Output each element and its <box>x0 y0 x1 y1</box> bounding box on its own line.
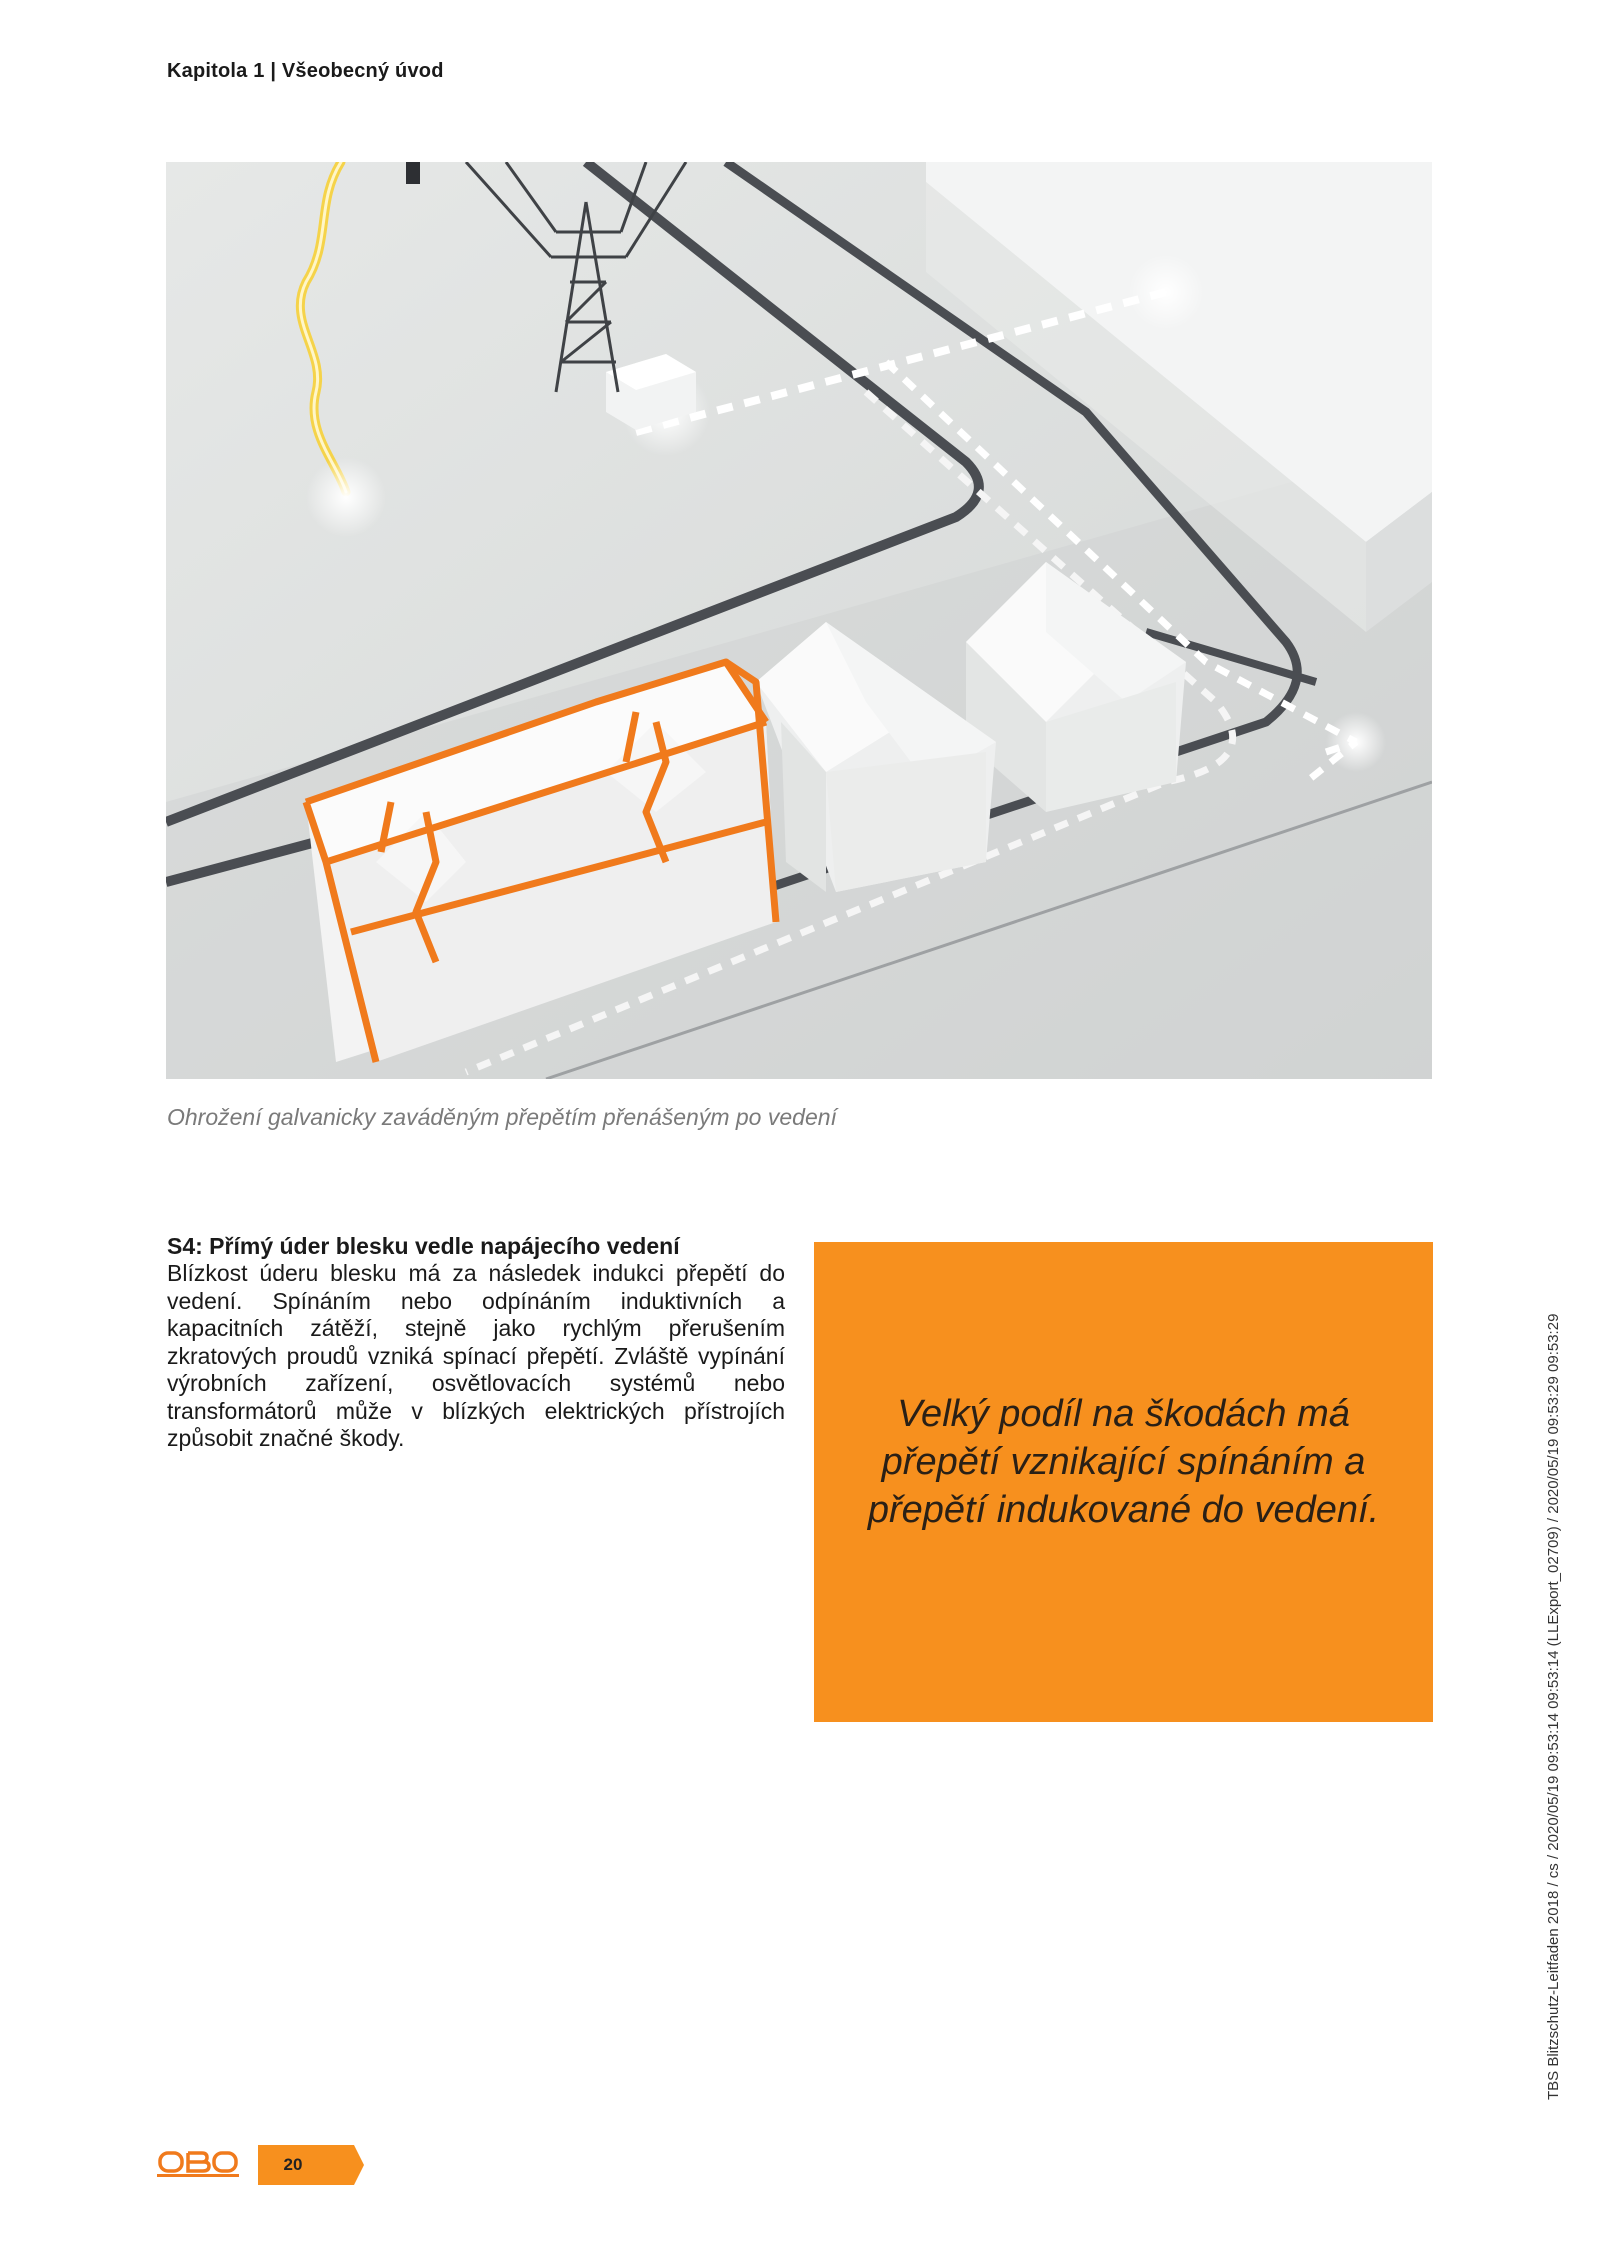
illustration-canvas <box>166 162 1432 1079</box>
section-body: Blízkost úderu blesku má za následek indukci přepětí do vedení. Spínáním nebo odpínáním induktivních a kapacitních zátěží, stejně jako rychlým přerušením zkratových proudů vzniká spínací přepětí. Zvláště vypínání výrobních zařízení, osvětlovacích systémů nebo transformátorů může v blízkých elektrických přístrojích způsobit značné škody. <box>167 1260 785 1451</box>
surge-illustration <box>166 162 1432 1079</box>
highlight-quote: Velký podíl na škodách má přepětí vznikající spínáním a přepětí indukované do vedení. <box>867 1393 1380 1531</box>
highlight-box <box>814 1242 1433 1722</box>
section-title: S4: Přímý úder blesku vedle napájecího vedení <box>167 1233 680 1259</box>
figure-caption: Ohrožení galvanicky zaváděným přepětím přenášeným po vedení <box>167 1104 837 1130</box>
chapter-header: Kapitola 1 | Všeobecný úvod <box>167 60 444 82</box>
print-metadata: TBS Blitzschutz-Leitfaden 2018 / cs / 2020/05/19 09:53:14 09:53:14 (LLExport_02709) / 2020/05/19 09:53:29 09:53:29 <box>1545 1313 1562 2100</box>
page-number: 20 <box>283 2155 303 2174</box>
obo-logo-icon <box>157 2148 239 2178</box>
